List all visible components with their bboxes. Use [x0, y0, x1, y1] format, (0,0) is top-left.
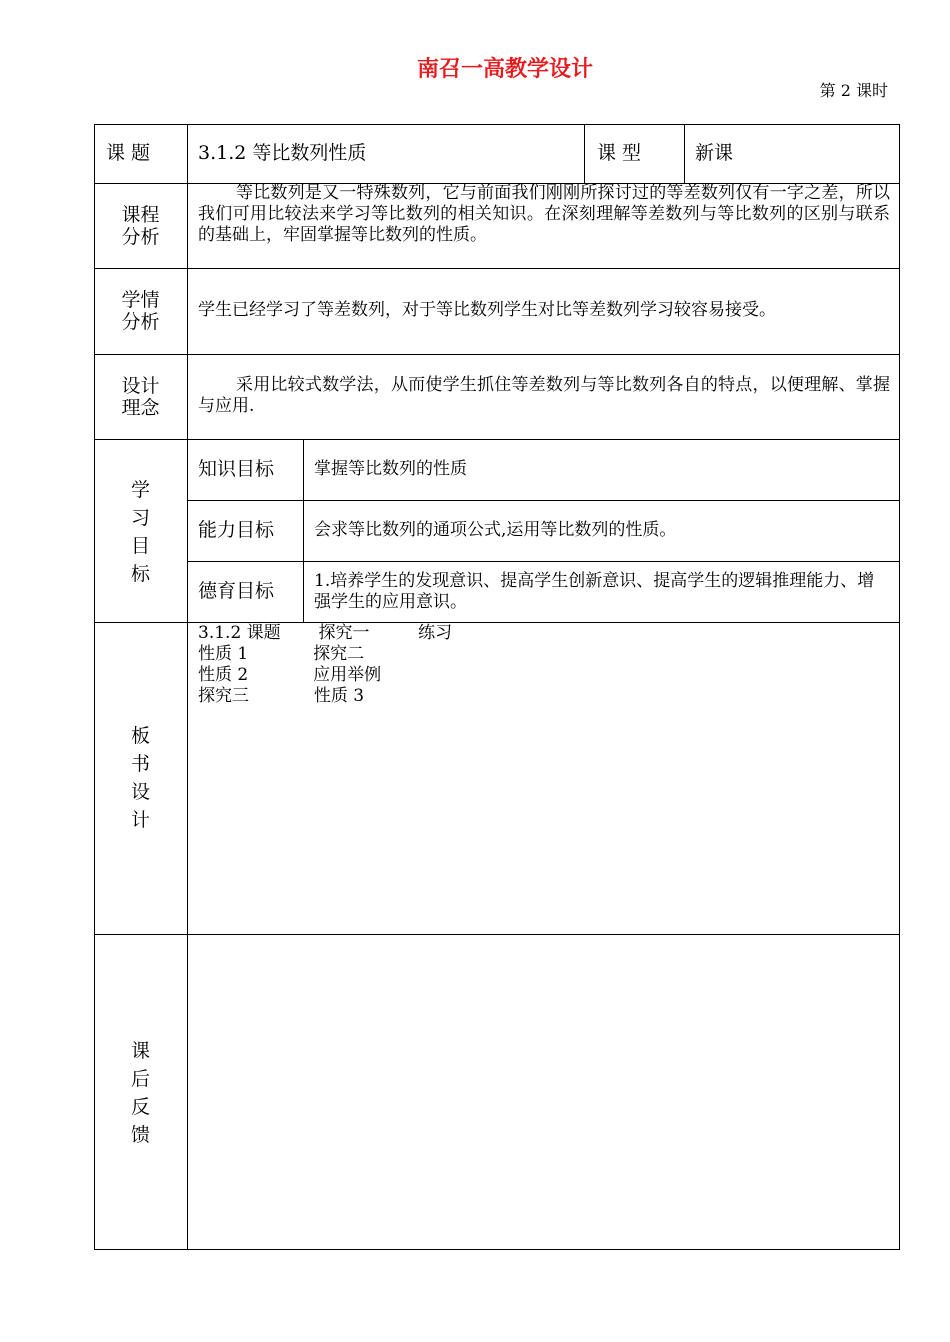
grid-line	[94, 439, 900, 440]
grid-line	[94, 934, 900, 935]
label-line: 学情	[121, 289, 160, 311]
label-line: 课程	[121, 204, 160, 226]
design-concept-label	[94, 375, 187, 419]
label-line: 分析	[121, 226, 160, 248]
grid-line	[584, 124, 585, 183]
topic-value: 3.1.2 等比数列性质	[198, 142, 367, 164]
course-analysis-text: 等比数列是又一特殊数列，它与前面我们刚刚所探讨过的等差数列仅有一字之差，所以我们可用比较法来学习等比数列的相关知识。在深刻理解等差数列与等比数列的区别与联系的基础上，牢固掌握等比数列的性质。	[198, 183, 890, 245]
grid-line	[94, 354, 900, 355]
label-line: 分析	[121, 311, 160, 333]
topic-label: 课 题	[106, 142, 151, 164]
objective-moral-text: 1.培养学生的发现意识、提高学生创新意识、提高学生的逻辑推理能力、增强学生的应用意识。	[314, 571, 875, 612]
grid-line	[187, 124, 188, 1250]
lesson-type-value: 新课	[695, 142, 734, 164]
board-line: 探究三 性质 3	[198, 686, 365, 706]
course-analysis-label	[94, 204, 187, 248]
objective-ability-text: 会求等比数列的通项公式,运用等比数列的性质。	[314, 520, 677, 540]
board-line: 性质 2 应用举例	[198, 665, 382, 685]
label-char: 馈	[130, 1124, 150, 1146]
label-char: 后	[130, 1068, 150, 1090]
board-line: 性质 1 探究二	[198, 644, 365, 664]
page-title: 南召一高教学设计	[416, 57, 593, 82]
grid-line	[94, 268, 900, 269]
objective-knowledge-label: 知识目标	[198, 458, 275, 480]
lesson-period: 第 2 课时	[819, 81, 888, 100]
label-char: 标	[130, 563, 150, 585]
feedback-label	[94, 1037, 187, 1149]
board-design-label	[94, 722, 187, 834]
label-char: 学	[130, 479, 150, 501]
label-line: 理念	[121, 397, 160, 419]
board-design-content	[198, 623, 890, 707]
board-line: 3.1.2 课题 探究一 练习	[198, 623, 453, 643]
label-char: 书	[130, 753, 150, 775]
grid-line	[187, 500, 900, 501]
student-analysis-label	[94, 289, 187, 333]
label-line: 设计	[121, 375, 160, 397]
lesson-type-label: 课 型	[597, 142, 642, 164]
grid-line	[187, 561, 900, 562]
objective-knowledge-text: 掌握等比数列的性质	[314, 459, 467, 479]
objective-ability-label: 能力目标	[198, 519, 275, 541]
label-char: 计	[130, 809, 150, 831]
objectives-label	[94, 476, 187, 588]
student-analysis-text: 学生已经学习了等差数列，对于等比数列学生对比等差数列学习较容易接受。	[198, 300, 776, 320]
label-char: 设	[130, 781, 150, 803]
label-char: 习	[130, 507, 150, 529]
label-char: 课	[130, 1040, 150, 1062]
grid-line	[303, 439, 304, 622]
label-char: 反	[130, 1096, 150, 1118]
objective-moral-label: 德育目标	[198, 580, 275, 602]
grid-line	[684, 124, 685, 183]
feedback-content	[198, 945, 890, 1235]
design-concept-text: 采用比较式数学法，从而使学生抓住等差数列与等比数列各自的特点，以便理解、掌握与应用.	[198, 375, 890, 416]
label-char: 板	[130, 725, 150, 747]
label-char: 目	[130, 535, 150, 557]
